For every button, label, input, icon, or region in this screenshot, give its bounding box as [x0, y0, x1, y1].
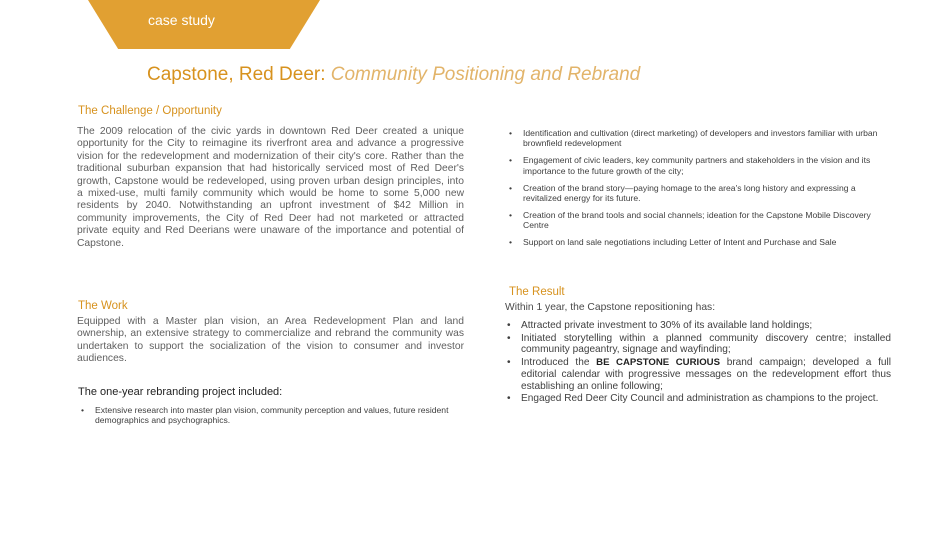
result-item-pre: Introduced the: [521, 357, 597, 369]
result-intro: Within 1 year, the Capstone repositioning has:: [505, 302, 716, 313]
list-item: • Engaged Red Deer City Council and administration as champions to the project.: [505, 393, 891, 405]
list-item: • Initiated storytelling within a planned community discovery centre; installed community pageantry, signage and wayfinding;: [505, 333, 891, 356]
list-item: [505, 357, 891, 392]
campaign-name: BE CAPSTONE CURIOUS: [596, 357, 720, 369]
result-list: [505, 320, 891, 406]
case-study-label: case study: [148, 12, 215, 28]
title-subtitle: Community Positioning and Rebrand: [330, 64, 641, 85]
list-item: • Attracted private investment to 30% of its available land holdings;: [505, 320, 891, 332]
result-heading: The Result: [509, 286, 565, 298]
list-item: • Support on land sale negotiations including Letter of Intent and Purchase and Sale: [507, 237, 895, 247]
work-list: [79, 405, 449, 426]
list-item: • Extensive research into master plan vision, community perception and values, future resident demographics and psychographics.: [79, 405, 449, 426]
work-subheading: The one-year rebranding project included:: [78, 386, 283, 398]
page-title: [147, 64, 640, 86]
challenge-paragraph: The 2009 relocation of the civic yards in downtown Red Deer created a unique opportunity for the City to reimagine its riverfront area and advance a progressive vision for the redevelopment and modernization of their city's core. Rather than the traditional suburban expansion that had historically serviced most of Red Deer's growth, Capstone would be redeveloped, using proven urban design principles, into a mixed-use, multi family community which would be home to some 5,000 new residents by 2040. Notwithstanding an upfront investment of $42 Million in community improvements, the City of Red Deer had not marketed or attracted private equity and Red Deerians were unaware of the importance and potential of Capstone.: [77, 126, 464, 249]
title-main: Capstone, Red Deer:: [147, 64, 331, 85]
list-item: • Creation of the brand story—paying homage to the area's long history and expressing a revitalized energy for its future.: [507, 183, 895, 204]
challenge-heading: The Challenge / Opportunity: [78, 105, 222, 117]
list-item: • Identification and cultivation (direct marketing) of developers and investors familiar with urban brownfield redevelopment: [507, 128, 895, 149]
list-item: • Creation of the brand tools and social channels; ideation for the Capstone Mobile Discovery Centre: [507, 210, 895, 231]
work-heading: The Work: [78, 300, 128, 312]
right-task-list: [507, 128, 895, 254]
list-item: • Engagement of civic leaders, key community partners and stakeholders in the vision and its importance to the future growth of the city;: [507, 155, 895, 176]
work-paragraph: Equipped with a Master plan vision, an Area Redevelopment Plan and land ownership, an extensive strategy to commercialize and rebrand the community was undertaken to support the socialization of the vision to consumer and investor audiences.: [77, 316, 464, 365]
result-item-post: brand campaign; developed a full editorial calendar with progressive messages on the redevelopment effort thus establishing an online following;: [521, 357, 892, 392]
